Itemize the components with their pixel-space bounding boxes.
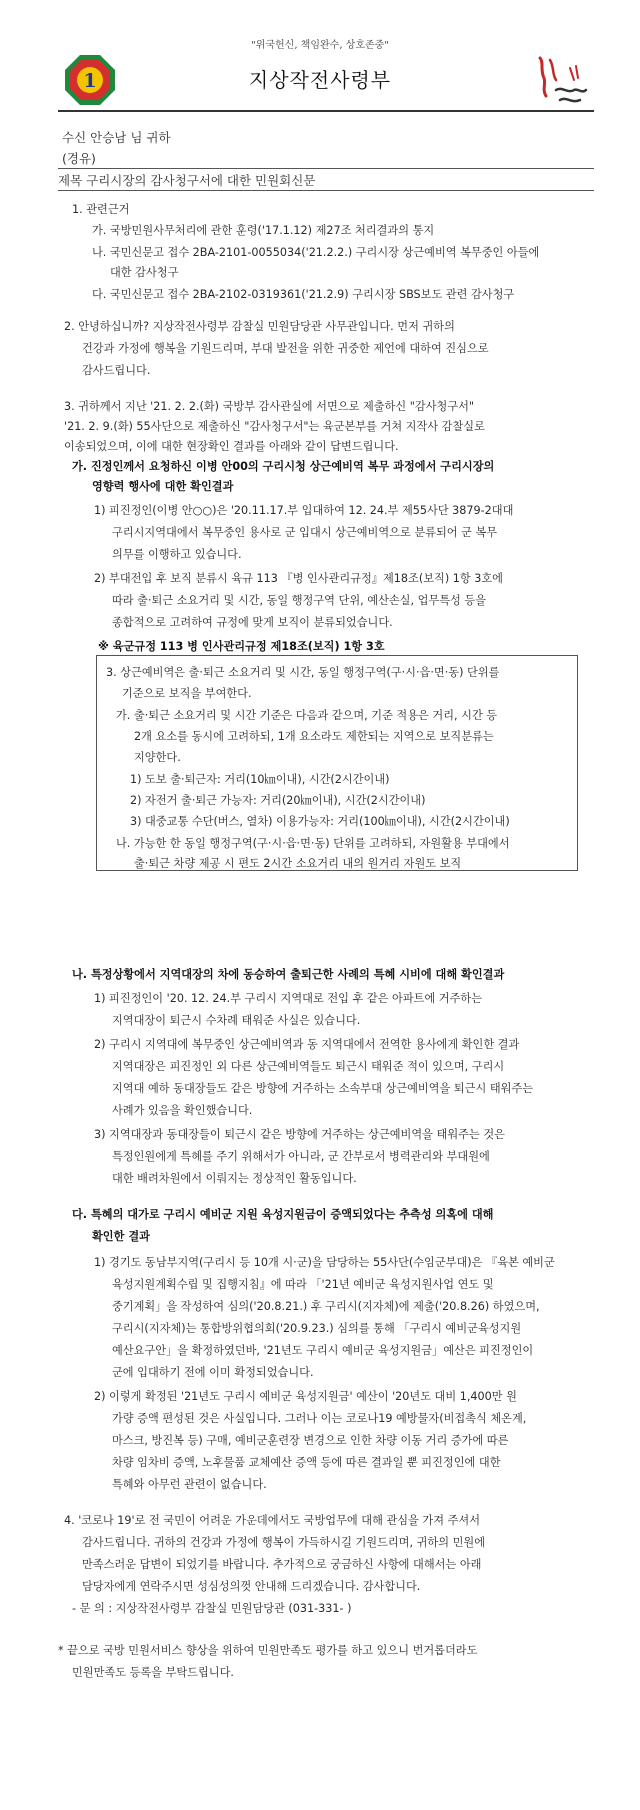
body-line-g1c: 의무를 이행하고 있습니다. — [112, 548, 242, 561]
body-line-f2: 민원만족도 등록을 부탁드립니다. — [72, 1666, 234, 1679]
body-line-d1: 1) 경기도 동남부지역(구리시 등 10개 시·군)을 담당하는 55사단(수임군부대)은 『육본 예비군 — [94, 1256, 555, 1269]
body-line-s3ga2: 영향력 행사에 대한 확인결과 — [92, 480, 234, 493]
body-line-s4b: 감사드립니다. 귀하의 건강과 가정에 행복이 가득하시길 기원드리며, 귀하의 민원에 — [82, 1536, 486, 1549]
body-line-b2b: 2개 요소를 동시에 고려하되, 1개 요소라도 제한되는 지역으로 보직분류는 — [134, 730, 494, 743]
body-line-s2b: 건강과 가정에 행복을 기원드리며, 부대 발전을 위한 귀중한 제언에 대하여 진심으로 — [82, 342, 489, 355]
body-line-d2b: 가량 증액 편성된 것은 사실입니다. 그러나 이는 코로나19 예방물자(비접촉식 체온계, — [112, 1412, 527, 1425]
body-line-s3c: 이송되었으며, 이에 대한 현장확인 결과를 아래와 같이 답변드립니다. — [64, 440, 399, 453]
body-line-na: 나. 특정상황에서 지역대장의 차에 동승하여 출퇴근한 사례의 특혜 시비에 대해 확인결과 — [72, 968, 505, 981]
body-line-b3: 1) 도보 출·퇴근자: 거리(10㎞이내), 시간(2시간이내) — [130, 773, 390, 786]
body-line-b6b: 출·퇴근 차량 제공 시 편도 2시간 소요거리 내의 원거리 자원도 보직 — [134, 857, 462, 870]
body-line-s2: 2. 안녕하십니까? 지상작전사령부 감찰실 민원담당관 사무관입니다. 먼저 귀하의 — [64, 320, 455, 333]
body-line-b2c: 지양한다. — [134, 751, 181, 764]
body-line-d1c: 중기계획」을 작성하여 심의('20.8.21.) 후 구리시(지자체)에 제출('20.8.26) 하였으며, — [112, 1300, 540, 1313]
body-line-s1c: 다. 국민신문고 접수 2BA-2102-0319361('21.2.9) 구리시장 SBS보도 관련 감사청구 — [92, 288, 515, 301]
body-line-s3: 3. 귀하께서 지난 '21. 2. 2.(화) 국방부 감사관실에 서면으로 제출하신 "감사청구서" — [64, 400, 475, 413]
body-line-s2c: 감사드립니다. — [82, 364, 151, 377]
body-line-b1b: 기준으로 보직을 부여한다. — [122, 687, 252, 700]
slogan-calligraphy — [530, 50, 592, 112]
body-line-n3c: 대한 배려차원에서 이뤄지는 정상적인 활동입니다. — [112, 1172, 357, 1185]
body-line-b5: 3) 대중교통 수단(버스, 열차) 이용가능자: 거리(100㎞이내), 시간(2시간이내) — [130, 815, 510, 828]
body-line-s4e: - 문 의 : 지상작전사령부 감찰실 민원담당관 (031-331- ) — [72, 1602, 352, 1615]
body-line-s3b: '21. 2. 9.(화) 55사단으로 제출하신 "감사청구서"는 육군본부를 거쳐 지작사 감찰실로 — [64, 420, 485, 433]
body-line-g1: 1) 피진정인(이병 안○○)은 '20.11.17.부 입대하여 12. 24.부 제55사단 3879-2대대 — [94, 504, 514, 517]
body-line-d1b: 육성지원계획수립 및 집행지침』에 따라 「'21년 예비군 육성지원사업 연도 및 — [112, 1278, 494, 1291]
motto: "위국헌신, 책임완수, 상호존중" — [251, 40, 389, 51]
body-line-s1b2: 대한 감사청구 — [110, 266, 179, 279]
body-line-da2: 확인한 결과 — [92, 1230, 150, 1243]
header-divider — [58, 110, 594, 112]
subject-line: 제목 구리시장의 감사청구서에 대한 민원회신문 — [58, 173, 316, 188]
body-line-f1: * 끝으로 국방 민원서비스 향상을 위하여 민원만족도 평가를 하고 있으니 번거롭더라도 — [58, 1644, 478, 1657]
body-line-b1: 3. 상근예비역은 출·퇴근 소요거리 및 시간, 동일 행정구역(구·시·읍·면·동) 단위를 — [106, 666, 500, 679]
body-line-d2d: 차량 임차비 증액, 노후물품 교체예산 증액 등에 따른 결과일 뿐 피진정인에 대한 — [112, 1456, 501, 1469]
body-line-n2d: 사례가 있음을 확인했습니다. — [112, 1104, 253, 1117]
body-line-n1b: 지역대장이 퇴근시 수차례 태워준 사실은 있습니다. — [112, 1014, 361, 1027]
body-line-b4: 2) 자전거 출·퇴근 가능자: 거리(20㎞이내), 시간(2시간이내) — [130, 794, 426, 807]
body-line-n3b: 특정인원에게 특혜를 주기 위해서가 아니라, 군 간부로서 병력관리와 부대원에 — [112, 1150, 490, 1163]
body-line-d1e: 예산요구안」을 확정하였던바, '21년도 구리시 예비군 육성지원금」예산은 피진정인이 — [112, 1344, 534, 1357]
body-line-s3ga: 가. 진정인께서 요청하신 이병 안00의 구리시청 상근예비역 복무 과정에서 구리시장의 — [72, 460, 495, 473]
subject-rule-top — [58, 168, 594, 169]
body-line-g2b: 따라 출·퇴근 소요거리 및 시간, 동일 행정구역 단위, 예산손실, 업무특성 등을 — [112, 594, 487, 607]
body-line-n1: 1) 피진정인이 '20. 12. 24.부 구리시 지역대로 전입 후 같은 아파트에 거주하는 — [94, 992, 483, 1005]
body-line-d2c: 마스크, 방진복 등) 구매, 예비군훈련장 변경으로 인한 차량 이동 거리 증가에 따른 — [112, 1434, 509, 1447]
body-line-b6: 나. 가능한 한 동일 행정구역(구·시·읍·면·동) 단위를 고려하되, 자원활용 부대에서 — [116, 837, 510, 850]
body-line-s4c: 만족스러운 답변이 되었기를 바랍니다. 추가적으로 궁금하신 사항에 대해서는 아래 — [82, 1558, 482, 1571]
body-line-n2b: 지역대장은 피진정인 외 다른 상근예비역들도 퇴근시 태워준 적이 있으며, 구리시 — [112, 1060, 505, 1073]
body-line-s1: 1. 관련근거 — [72, 203, 130, 216]
body-line-g1b: 구리시지역대에서 복무중인 용사로 군 입대시 상근예비역으로 분류되어 군 복무 — [112, 526, 498, 539]
body-line-n2c: 지역대 예하 동대장들도 같은 방향에 거주하는 소속부대 상근예비역을 퇴근시 태워주는 — [112, 1082, 534, 1095]
body-line-d2: 2) 이렇게 확정된 '21년도 구리시 예비군 육성지원금' 예산이 '20년도 대비 1,400만 원 — [94, 1390, 517, 1403]
body-line-g2: 2) 부대전입 후 보직 분류시 육규 113 『병 인사관리규정』제18조(보직) 1항 3호에 — [94, 572, 503, 585]
organization-name: 지상작전사령부 — [248, 68, 392, 92]
body-line-d1d: 구리시(지자체)는 통합방위협의회('20.9.23.) 심의를 통해 「구리시 예비군육성지원 — [112, 1322, 522, 1335]
logo-numeral: 1 — [83, 70, 97, 92]
body-line-n2: 2) 구리시 지역대에 복무중인 상근예비역과 동 지역대에서 전역한 용사에게 확인한 결과 — [94, 1038, 520, 1051]
body-line-s4: 4. '코로나 19'로 전 국민이 어려운 가운데에서도 국방업무에 대해 관심을 가져 주셔서 — [64, 1514, 481, 1527]
body-line-b2: 가. 출·퇴근 소요거리 및 시간 기준은 다음과 같으며, 기준 적용은 거리, 시간 등 — [116, 709, 498, 722]
subject-rule-bottom — [58, 190, 594, 191]
body-line-s1a: 가. 국방민원사무처리에 관한 훈령('17.1.12) 제27조 처리결과의 통지 — [92, 224, 435, 237]
body-line-d1f: 군에 입대하기 전에 이미 확정되었습니다. — [112, 1366, 314, 1379]
body-line-s4d: 담당자에게 연락주시면 성심성의껏 안내해 드리겠습니다. 감사합니다. — [82, 1580, 421, 1593]
body-line-s1b: 나. 국민신문고 접수 2BA-2101-0055034('21.2.2.) 구리시장 상근예비역 복무중인 아들에 — [92, 246, 540, 259]
body-line-ref: ※ 육군규정 113 병 인사관리규정 제18조(보직) 1항 3호 — [98, 640, 385, 653]
recipient-line: 수신 안승남 님 귀하 — [62, 130, 171, 145]
body-line-da: 다. 특혜의 대가로 구리시 예비군 지원 육성지원금이 증액되었다는 추측성 의혹에 대해 — [72, 1208, 494, 1221]
via-line: (경유) — [62, 151, 96, 166]
body-line-d2e: 특혜와 아무런 관련이 없습니다. — [112, 1478, 267, 1491]
body-line-n3: 3) 지역대장과 동대장들이 퇴근시 같은 방향에 거주하는 상근예비역을 태워주는 것은 — [94, 1128, 505, 1141]
body-line-g2c: 종합적으로 고려하여 규정에 맞게 보직이 분류되었습니다. — [112, 616, 393, 629]
